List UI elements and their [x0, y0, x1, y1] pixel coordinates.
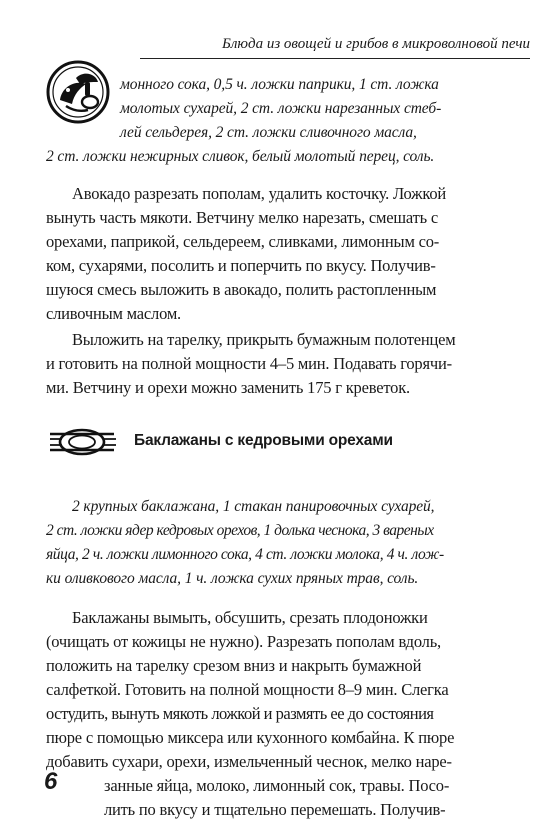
- recipe-title: Баклажаны с кедровыми орехами: [134, 432, 393, 449]
- body-line: (очищать от кожицы не нужно). Разрезать пополам вдоль,: [46, 632, 441, 651]
- ingredients-line: молотых сухарей, 2 ст. ложки нарезанных стеб-: [120, 100, 442, 117]
- ingredients-line: 2 ст. ложки ядер кедровых орехов, 1 долька чеснока, 3 вареных: [46, 522, 434, 539]
- ingredients-line: 2 крупных баклажана, 1 стакан панировочных сухарей,: [72, 498, 435, 515]
- body-line: ком, сухарями, посолить и поперчить по вкусу. Получив-: [46, 256, 436, 275]
- body-line: Авокадо разрезать пополам, удалить косточку. Ложкой: [72, 184, 447, 203]
- body-line: вынуть часть мякоти. Ветчину мелко нарезать, смешать с: [46, 208, 438, 227]
- body-line: шуюся смесь выложить в авокадо, полить растопленным: [46, 280, 437, 299]
- ingredients-line: яйца, 2 ч. ложки лимонного сока, 4 ст. ложки молока, 4 ч. лож-: [46, 546, 444, 563]
- header-rule: [140, 58, 530, 59]
- ingredients-line: лей сельдерея, 2 ст. ложки сливочного масла,: [120, 124, 417, 141]
- body-line: Баклажаны вымыть, обсушить, срезать плодоножки: [72, 608, 428, 627]
- body-line: салфеткой. Готовить на полной мощности 8–9 мин. Слегка: [46, 680, 449, 699]
- body-line: пюре с помощью миксера или кухонного комбайна. К пюре: [46, 728, 455, 747]
- body-line: орехами, паприкой, сельдереем, сливками, лимонным со-: [46, 232, 440, 251]
- ingredients-line: монного сока, 0,5 ч. ложки паприки, 1 ст. ложка: [120, 76, 439, 93]
- body-line: лить по вкусу и тщательно перемешать. Получив-: [104, 800, 446, 819]
- body-line: ми. Ветчину и орехи можно заменить 175 г креветок.: [46, 378, 410, 397]
- running-header: Блюда из овощей и грибов в микроволновой печи: [222, 36, 530, 52]
- body-line: положить на тарелку срезом вниз и накрыть бумажной: [46, 656, 422, 675]
- ingredients-line: ки оливкового масла, 1 ч. ложка сухих пряных трав, соль.: [46, 570, 419, 587]
- body-line: сливочным маслом.: [46, 304, 181, 323]
- body-line: добавить сухари, орехи, измельченный чеснок, мелко наре-: [46, 752, 452, 771]
- body-line: занные яйца, молоко, лимонный сок, травы. Посо-: [104, 776, 450, 795]
- body-line: и готовить на полной мощности 4–5 мин. Подавать горячи-: [46, 354, 452, 373]
- plate-cutlery-icon: [48, 425, 118, 459]
- body-line: остудить, вынуть мякоть ложкой и размять ее до состояния: [46, 704, 434, 723]
- page-number: 6: [44, 768, 58, 795]
- ingredients-line: 2 ст. ложки нежирных сливок, белый молотый перец, соль.: [46, 148, 435, 165]
- vegetables-mushrooms-badge-icon: [46, 60, 110, 124]
- body-line: Выложить на тарелку, прикрыть бумажным полотенцем: [72, 330, 456, 349]
